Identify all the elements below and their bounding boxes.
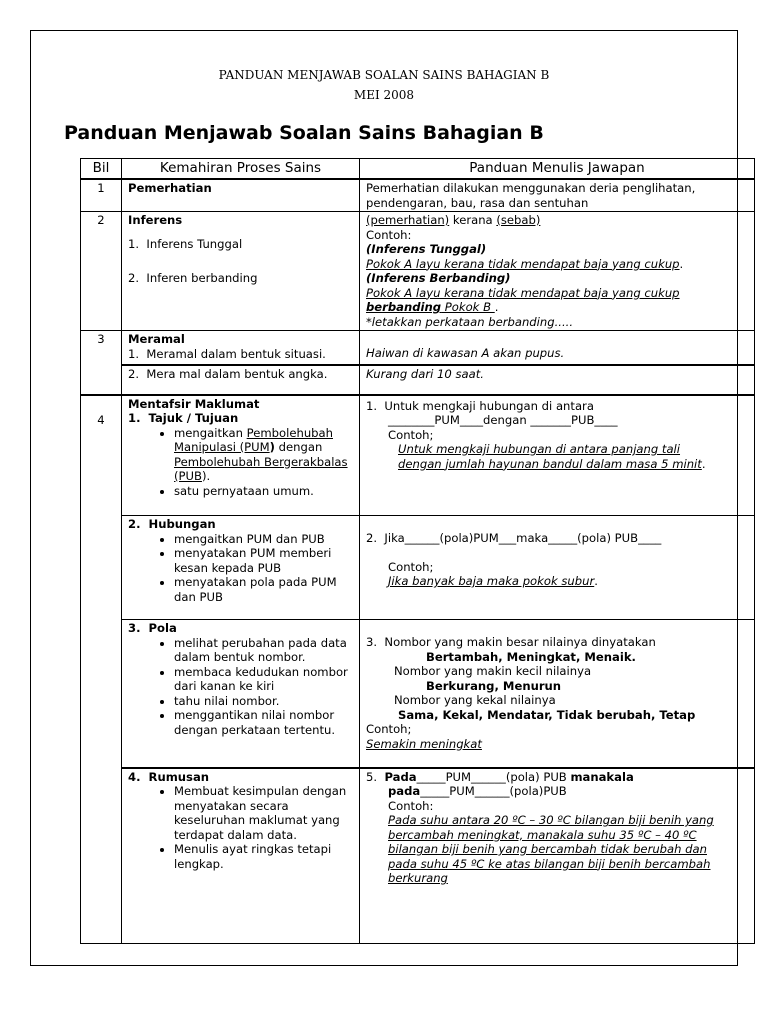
guide-table xyxy=(80,158,755,944)
skill-sub-item: 1. Meramal dalam bentuk situasi. xyxy=(128,346,326,361)
guide-text: pada xyxy=(388,784,421,798)
guide-example: pada suhu 45 ºC ke atas bilangan biji benih bercambah xyxy=(388,856,711,871)
guide-blank: _______PUB____ xyxy=(526,413,618,427)
guide-cell xyxy=(360,212,755,331)
list-item: • melihat perubahan pada data dalam bentuk nombor. xyxy=(174,636,353,665)
guide-cell xyxy=(360,768,755,944)
guide-text: (sebab) xyxy=(496,213,541,227)
skill-sub-heading: 2. Hubungan xyxy=(128,517,216,531)
guide-example: Pada suhu antara 20 ºC – 30 ºC bilangan biji benih yang xyxy=(388,813,714,827)
guide-keywords: Bertambah, Meningkat, Menaik. xyxy=(426,649,636,664)
guide-text: . xyxy=(701,456,706,471)
skill-name: Pemerhatian xyxy=(128,181,212,195)
guide-cell xyxy=(360,516,755,620)
guide-text: . xyxy=(594,574,598,588)
skill-sub-heading: 1. Tajuk / Tujuan xyxy=(128,411,239,425)
guide-example: berkurang xyxy=(388,871,448,885)
col-header-guide: Panduan Menulis Jawapan xyxy=(360,159,755,180)
page-title: Panduan Menjawab Soalan Sains Bahagian B xyxy=(64,122,544,144)
list-item: • mengaitkan PUM dan PUB xyxy=(174,532,353,547)
skill-sub-item: 2. Mera mal dalam bentuk angka. xyxy=(128,366,328,381)
guide-subheading: (Inferens Tunggal) xyxy=(366,242,487,256)
guide-cell xyxy=(360,331,755,365)
list-item: • menggantikan nilai nombor dengan perkataan tertentu. xyxy=(174,708,353,737)
skill-name: Meramal xyxy=(128,332,185,346)
guide-example: berbanding xyxy=(366,300,442,314)
guide-example: Semakin meningkat xyxy=(366,736,482,751)
list-item: • menyatakan PUM memberi kesan kepada PUB xyxy=(174,546,353,575)
guide-text: 3. Nombor yang makin besar nilainya dinyatakan xyxy=(366,635,656,649)
table-row xyxy=(81,365,755,395)
row-number: 2 xyxy=(81,212,122,331)
row-number xyxy=(81,395,122,944)
guide-text: 1. Untuk mengkaji hubungan di antara xyxy=(366,398,594,413)
guide-text: Contoh: xyxy=(366,227,412,242)
col-header-skill: Kemahiran Proses Sains xyxy=(122,159,360,180)
guide-text: Pada xyxy=(384,769,417,784)
skill-name: Inferens xyxy=(128,213,183,227)
table-row xyxy=(81,620,755,768)
skill-sub-heading: 3. Pola xyxy=(128,621,177,635)
guide-example: Jika banyak baja maka pokok subur xyxy=(388,574,595,588)
list-item: • Menulis ayat ringkas tetapi lengkap. xyxy=(174,842,353,871)
col-header-bil: Bil xyxy=(81,159,122,180)
guide-cell xyxy=(360,179,755,212)
guide-example: Pokok A layu kerana tidak mendapat baja yang cukup xyxy=(366,285,680,300)
guide-keywords: Berkurang, Menurun xyxy=(426,678,562,693)
row-number: 3 xyxy=(81,331,122,395)
guide-text: manakala xyxy=(570,769,634,784)
guide-example: Pokok A layu kerana tidak mendapat baja yang cukup xyxy=(366,256,680,271)
list-item: • tahu nilai nombor. xyxy=(174,694,353,709)
skill-cell xyxy=(122,768,360,944)
table-row xyxy=(81,768,755,944)
row-number: 1 xyxy=(81,179,122,212)
guide-example: bilangan biji benih yang bercambah tidak berubah dan xyxy=(388,842,707,856)
skill-name: Mentafsir Maklumat xyxy=(128,396,260,411)
guide-text: Contoh; xyxy=(366,722,412,736)
skill-sub-item: 2. Inferen berbanding xyxy=(128,271,258,285)
guide-text: 5. xyxy=(366,769,385,784)
guide-blank: _____PUM______(pola) PUB xyxy=(416,769,571,784)
skill-cell xyxy=(122,365,360,395)
guide-text: dengan xyxy=(483,413,527,427)
skill-cell xyxy=(122,620,360,768)
guide-text: Nombor yang makin kecil nilainya xyxy=(394,664,592,678)
skill-cell xyxy=(122,395,360,516)
table-row xyxy=(81,516,755,620)
guide-cell xyxy=(360,620,755,768)
guide-example: Haiwan di kawasan A akan pupus. xyxy=(366,346,565,360)
table-row xyxy=(81,179,755,212)
guide-text: Pemerhatian dilakukan menggunakan deria penglihatan, pendengaran, bau, rasa dan sentuhan xyxy=(366,181,696,210)
guide-text: (pemerhatian) xyxy=(366,213,450,227)
skill-cell xyxy=(122,212,360,331)
list-text: dengan xyxy=(274,440,323,454)
row-number-text: 4 xyxy=(97,412,105,427)
doc-header-title: PANDUAN MENJAWAB SOALAN SAINS BAHAGIAN B xyxy=(218,68,550,82)
guide-text: kerana xyxy=(449,213,497,227)
guide-text: Contoh; xyxy=(388,427,434,442)
list-text: mengaitkan xyxy=(174,425,247,440)
guide-example: Kurang dari 10 saat. xyxy=(366,366,484,381)
guide-note: *letakkan perkataan berbanding..... xyxy=(366,314,574,329)
guide-cell xyxy=(360,365,755,395)
list-item: • membaca kedudukan nombor dari kanan ke kiri xyxy=(174,665,353,694)
guide-subheading: (Inferens Berbanding) xyxy=(366,271,511,285)
table-row xyxy=(81,331,755,365)
list-text: ). xyxy=(201,469,211,483)
guide-text: 2. Jika______(pola)PUM___maka_____(pola) PUB____ xyxy=(366,531,662,545)
list-item: • Membuat kesimpulan dengan menyatakan secara keseluruhan maklumat yang terdapat dalam data. xyxy=(174,784,353,842)
list-item: • menyatakan pola pada PUM dan PUB xyxy=(174,575,353,604)
skill-cell xyxy=(122,516,360,620)
guide-text: Contoh: xyxy=(388,798,434,813)
guide-example: Pokok B xyxy=(441,300,495,314)
table-row xyxy=(81,395,755,516)
guide-blank: ________PUM____ xyxy=(388,413,484,427)
guide-example: Untuk mengkaji hubungan di antara panjang tali dengan jumlah hayunan bandul dalam masa 5 minit xyxy=(398,442,702,471)
guide-example: bercambah meningkat, manakala suhu 35 ºC – 40 ºC xyxy=(388,827,697,842)
list-text: Pembolehubah Bergerakbalas (PUB xyxy=(174,454,348,483)
list-item: • satu pernyataan umum. xyxy=(174,484,353,499)
list-text: ) xyxy=(269,440,275,454)
table-header-row xyxy=(81,159,755,180)
guide-keywords: Sama, Kekal, Mendatar, Tidak berubah, Tetap xyxy=(398,707,696,722)
guide-cell xyxy=(360,395,755,516)
skill-sub-heading: 4. Rumusan xyxy=(128,769,210,784)
list-text: Pembolehubah Manipulasi (PUM xyxy=(174,425,333,454)
list-item xyxy=(174,426,353,484)
skill-cell xyxy=(122,331,360,365)
skill-cell xyxy=(122,179,360,212)
guide-text: Nombor yang kekal nilainya xyxy=(394,693,556,707)
guide-text: Contoh; xyxy=(388,559,434,574)
table-row xyxy=(81,212,755,331)
guide-text: . xyxy=(679,256,684,271)
guide-blank: _____PUM______(pola)PUB xyxy=(420,784,567,798)
doc-header-date: MEI 2008 xyxy=(353,88,415,102)
guide-text: . xyxy=(494,300,499,314)
skill-sub-item: 1. Inferens Tunggal xyxy=(128,236,243,251)
